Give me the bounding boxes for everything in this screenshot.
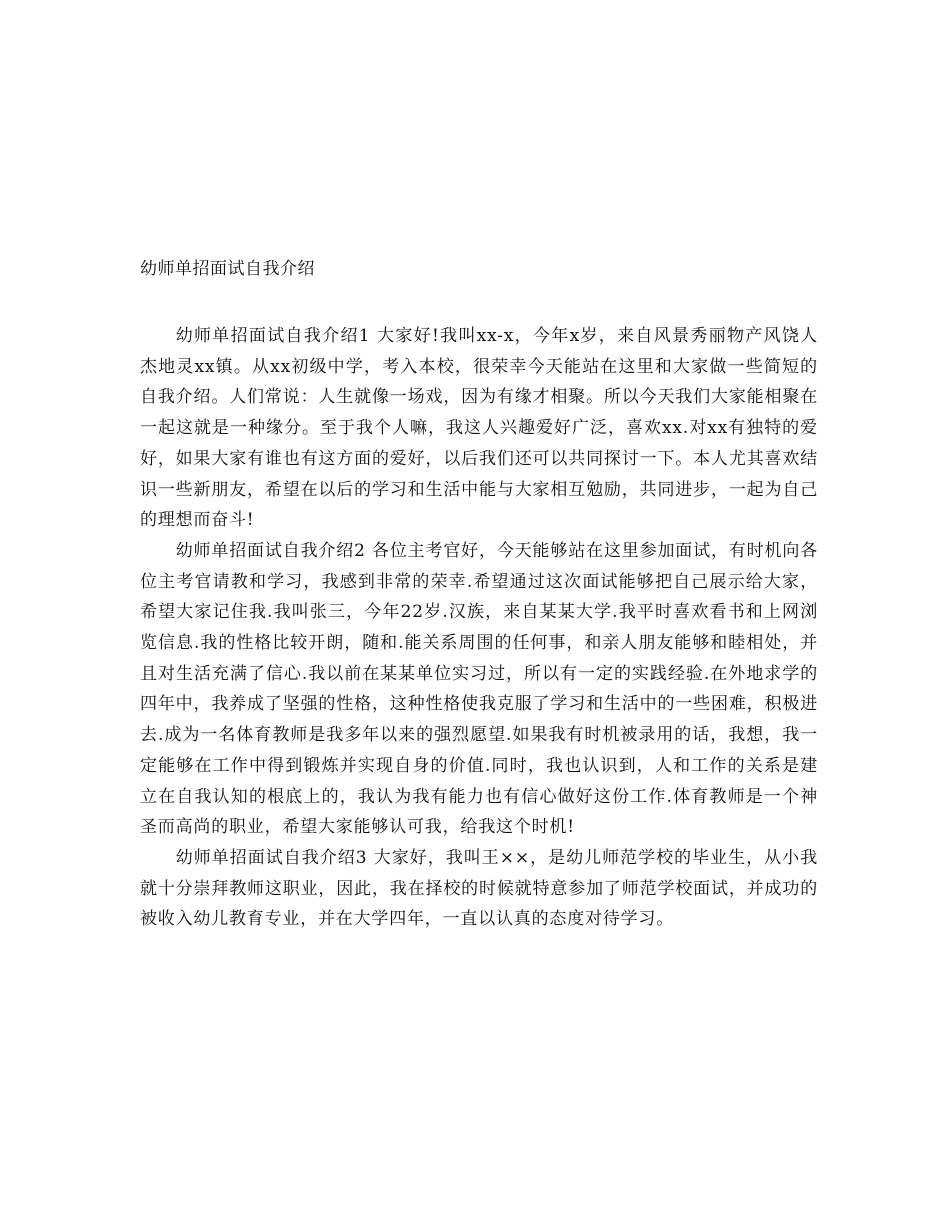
document-body [140,321,818,935]
paragraph-intro-1: 幼师单招面试自我介绍1 大家好!我叫xx-x，今年x岁，来自风景秀丽物产风饶人杰地灵xx镇。从xx初级中学，考入本校，很荣幸今天能站在这里和大家做一些简短的自我介绍。人们常说：人生就像一场戏，因为有缘才相聚。所以今天我们大家能相聚在一起这就是一种缘分。至于我个人嘛，我这人兴趣爱好广泛，喜欢xx.对xx有独特的爱好，如果大家有谁也有这方面的爱好，以后我们还可以共同探讨一下。本人尤其喜欢结识一些新朋友，希望在以后的学习和生活中能与大家相互勉励，共同进步，一起为自己的理想而奋斗! [140,326,818,531]
paragraph-intro-3: 幼师单招面试自我介绍3 大家好，我叫王××，是幼儿师范学校的毕业生，从小我就十分崇拜教师这职业，因此，我在择校的时候就特意参加了师范学校面试，并成功的被收入幼儿教育专业，并在大学四年，一直以认真的态度对待学习。 [140,847,818,930]
document-title: 幼师单招面试自我介绍 [140,259,315,279]
paragraph-intro-2: 幼师单招面试自我介绍2 各位主考官好，今天能够站在这里参加面试，有时机向各位主考官请教和学习，我感到非常的荣幸.希望通过这次面试能够把自己展示给大家，希望大家记住我.我叫张三，今年22岁.汉族，来自某某大学.我平时喜欢看书和上网浏览信息.我的性格比较开朗，随和.能关系周围的任何事，和亲人朋友能够和睦相处，并且对生活充满了信心.我以前在某某单位实习过，所以有一定的实践经验.在外地求学的四年中，我养成了坚强的性格，这种性格使我克服了学习和生活中的一些困难，积极进去.成为一名体育教师是我多年以来的强烈愿望.如果我有时机被录用的话，我想，我一定能够在工作中得到锻炼并实现自身的价值.同时，我也认识到，人和工作的关系是建立在自我认知的根底上的，我认为我有能力也有信心做好这份工作.体育教师是一个神圣而高尚的职业，希望大家能够认可我，给我这个时机! [140,540,818,838]
